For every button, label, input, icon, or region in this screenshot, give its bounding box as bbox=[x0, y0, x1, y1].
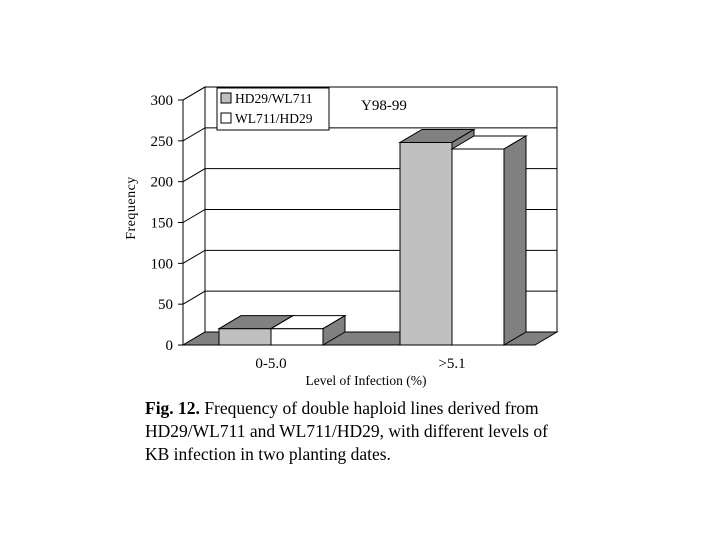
y-tick-label: 150 bbox=[150, 215, 173, 232]
chart-title: Y98-99 bbox=[361, 98, 407, 114]
y-tick-label: 0 bbox=[165, 338, 173, 354]
legend-label: HD29/WL711 bbox=[235, 91, 313, 106]
legend-swatch bbox=[221, 113, 231, 123]
x-tick-label: >5.1 bbox=[438, 356, 466, 372]
x-axis bbox=[255, 356, 465, 372]
legend bbox=[217, 88, 329, 130]
bar-front bbox=[452, 149, 504, 345]
y-tick-label: 300 bbox=[150, 93, 173, 109]
bar-side bbox=[504, 136, 526, 345]
bar-front bbox=[400, 142, 452, 345]
x-tick-label: 0-5.0 bbox=[255, 356, 287, 372]
figure-caption bbox=[145, 397, 565, 466]
y-tick-label: 100 bbox=[150, 256, 173, 273]
x-axis-label: Level of Infection (%) bbox=[305, 373, 427, 388]
bar-front bbox=[219, 329, 271, 345]
bar bbox=[452, 136, 526, 345]
bar-front bbox=[271, 329, 323, 345]
caption-text: Frequency of double haploid lines derived from HD29/WL711 and WL711/HD29, with different levels of KB infection in two planting dates. bbox=[145, 398, 548, 464]
caption-label: Fig. 12. bbox=[145, 398, 200, 418]
y-tick-label: 250 bbox=[150, 133, 173, 150]
legend-swatch bbox=[221, 93, 231, 103]
y-tick-label: 50 bbox=[158, 297, 173, 314]
y-axis-label: Frequency bbox=[124, 176, 139, 240]
y-tick-label: 200 bbox=[150, 174, 173, 191]
y-axis bbox=[151, 93, 184, 354]
legend-label: WL711/HD29 bbox=[235, 111, 313, 126]
